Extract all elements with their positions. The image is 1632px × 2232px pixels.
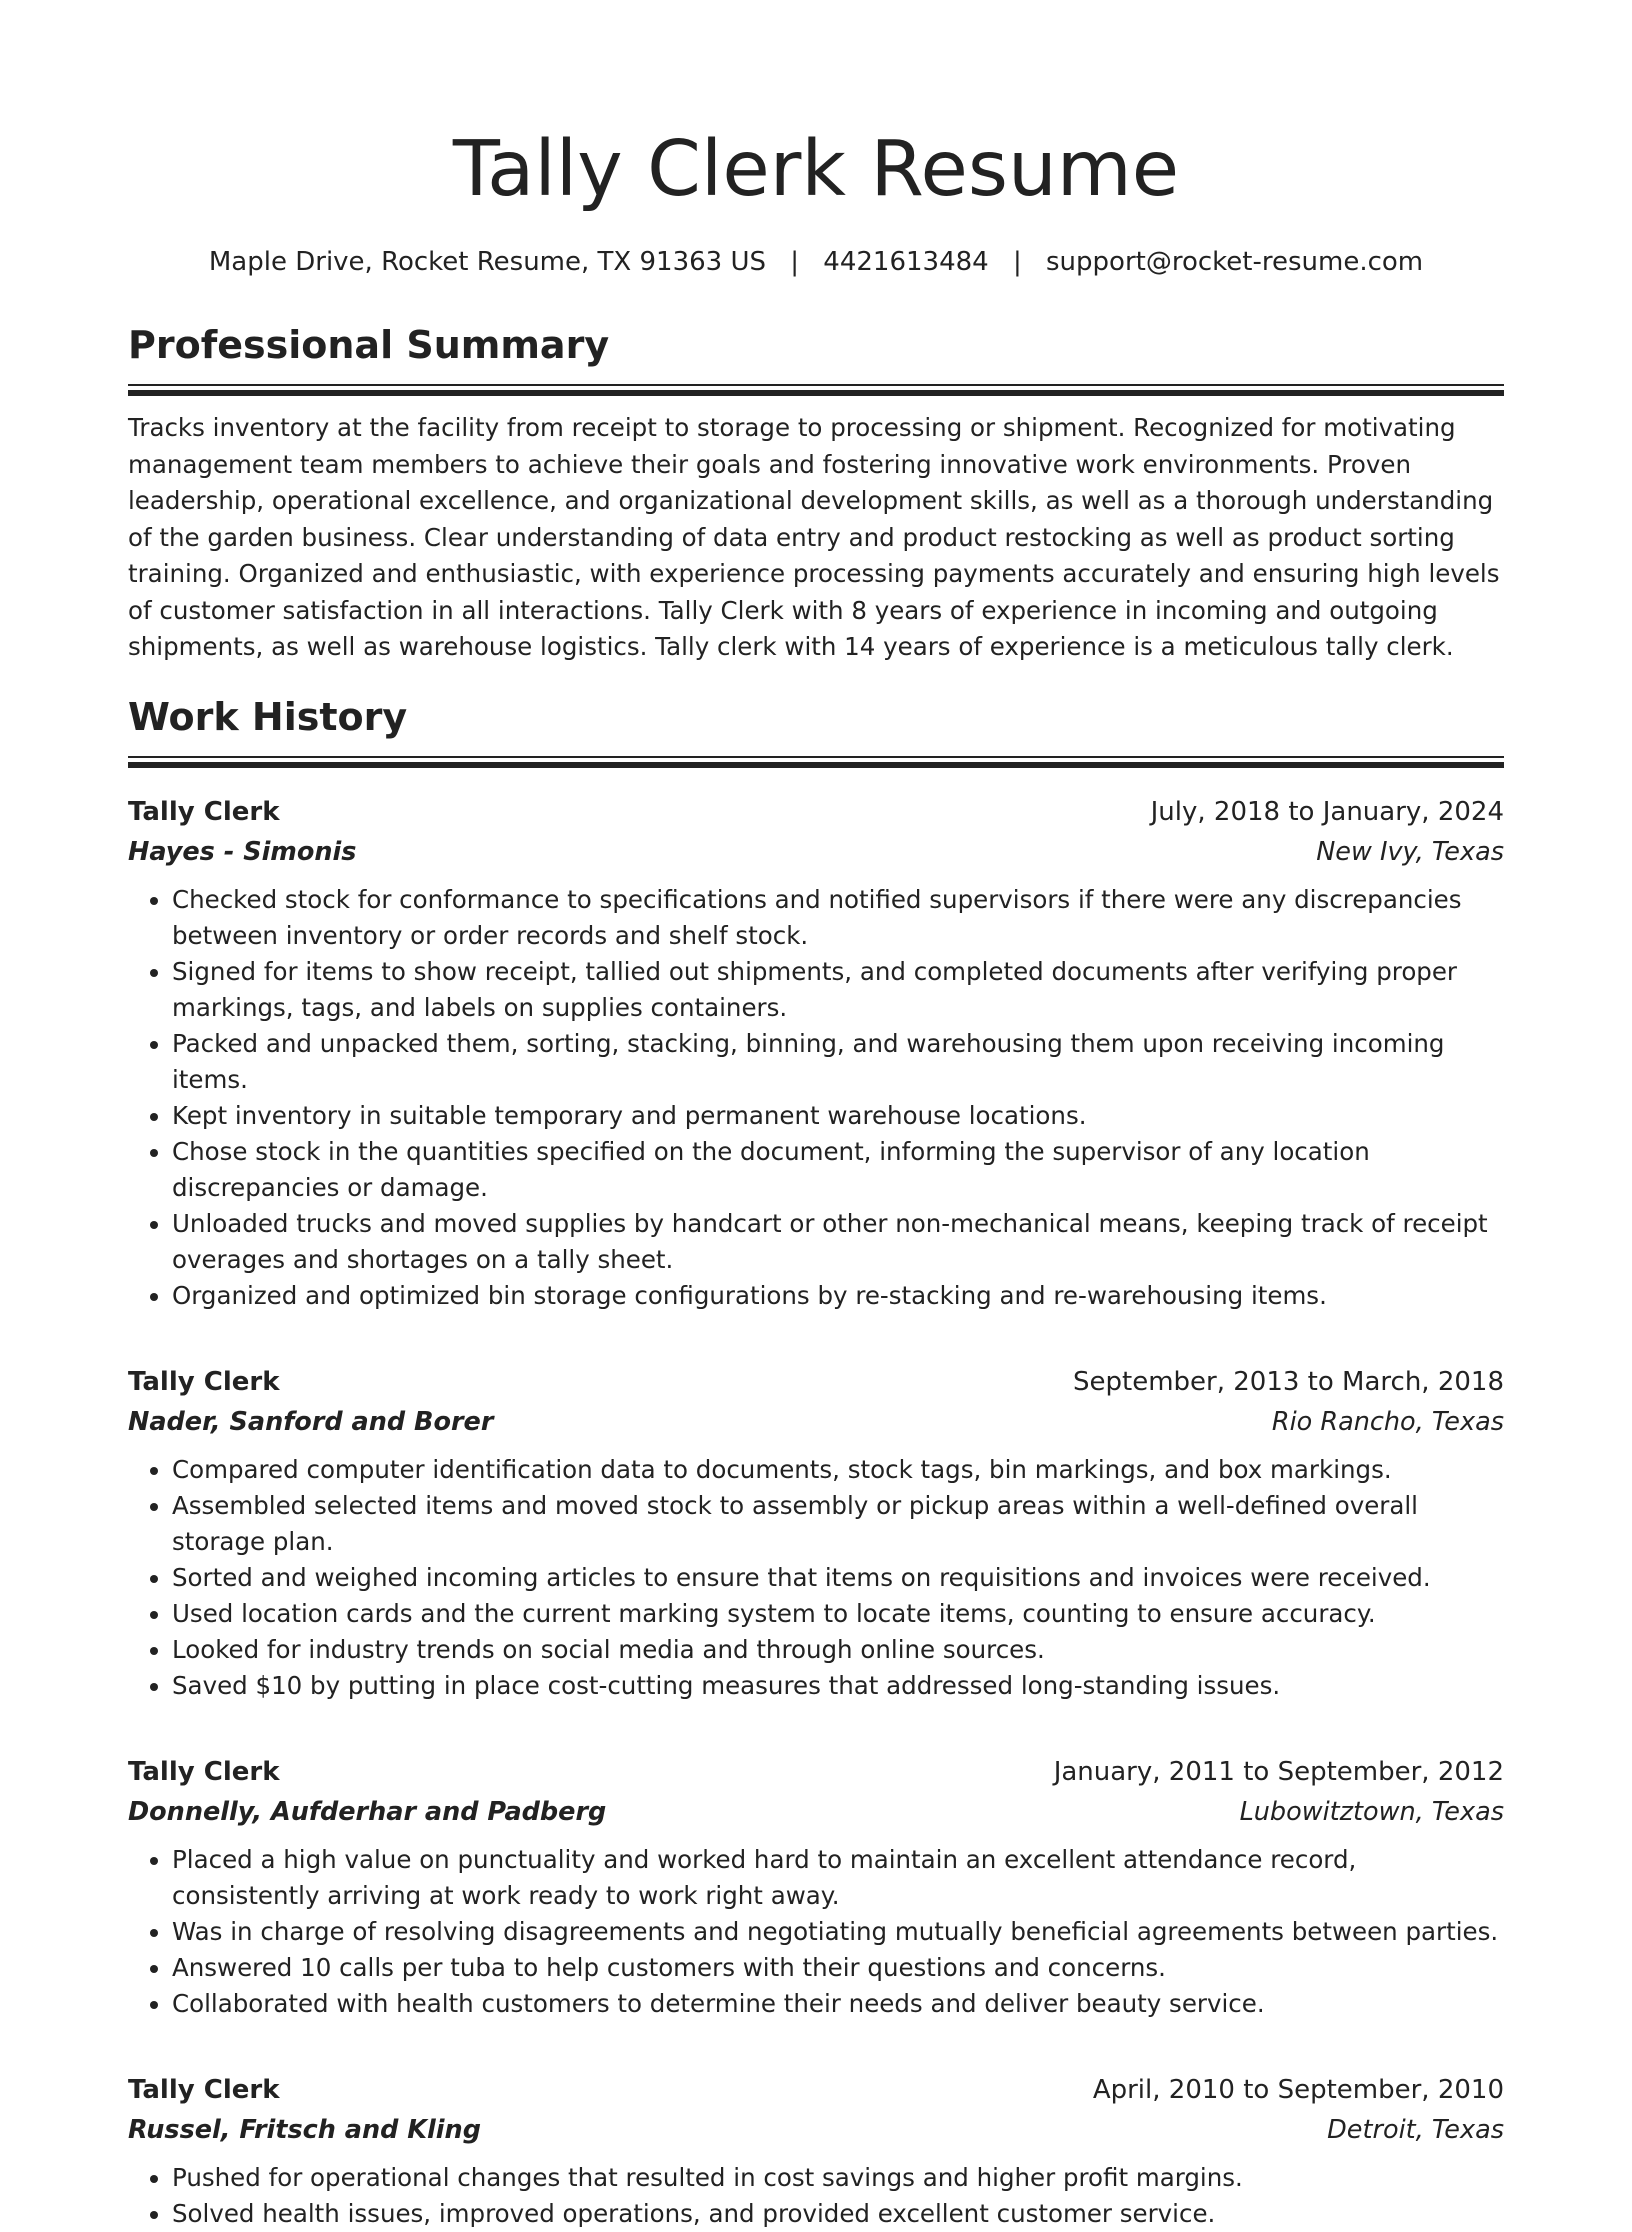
job-bullet: • Unloaded trucks and moved supplies by handcart or other non-mechanical means, keeping track of receipt overages and shortages on a tally sheet. <box>172 1206 1504 1278</box>
job-entry <box>128 2070 1504 2232</box>
job-bullet-list <box>128 1452 1504 1704</box>
job-bullet: • Compared computer identification data to documents, stock tags, bin markings, and box markings. <box>172 1452 1504 1488</box>
job-location: Detroit, Texas <box>1327 2114 1504 2145</box>
job-bullet: • Pushed for operational changes that resulted in cost savings and higher profit margins. <box>172 2160 1504 2196</box>
section-divider <box>128 756 1504 768</box>
job-bullet-list <box>128 1842 1504 2022</box>
job-bullet: • Signed for items to show receipt, tallied out shipments, and completed documents after verifying proper markings, tags, and labels on supplies containers. <box>172 954 1504 1026</box>
job-bullet: • Assembled selected items and moved stock to assembly or pickup areas within a well-defined overall storage plan. <box>172 1488 1504 1560</box>
job-bullet: • Was in charge of resolving disagreements and negotiating mutually beneficial agreements between parties. <box>172 1914 1504 1950</box>
job-title-row <box>128 2070 1504 2110</box>
job-employer-row <box>128 1402 1504 1442</box>
job-title: Tally Clerk <box>128 1756 280 1787</box>
job-bullet: • Answered 10 calls per tuba to help customers with their questions and concerns. <box>172 1950 1504 1986</box>
job-title-row <box>128 792 1504 832</box>
job-employer: Russel, Fritsch and Kling <box>128 2114 481 2145</box>
job-bullet: • Sorted and weighed incoming articles to ensure that items on requisitions and invoices were received. <box>172 1560 1504 1596</box>
job-list <box>128 792 1504 2232</box>
job-location: Lubowitztown, Texas <box>1239 1796 1504 1827</box>
contact-phone: 4421613484 <box>823 247 989 277</box>
job-bullet: • Packed and unpacked them, sorting, stacking, binning, and warehousing them upon receiving incoming items. <box>172 1026 1504 1098</box>
section-heading-work-history: Work History <box>128 694 408 739</box>
job-bullet: • Looked for industry trends on social media and through online sources. <box>172 1632 1504 1668</box>
job-bullet: • Used location cards and the current marking system to locate items, counting to ensure accuracy. <box>172 1596 1504 1632</box>
job-title: Tally Clerk <box>128 796 280 827</box>
job-employer-row <box>128 832 1504 872</box>
job-bullet: • Solved health issues, improved operations, and provided excellent customer service. <box>172 2196 1504 2232</box>
job-bullet: • Placed a high value on punctuality and worked hard to maintain an excellent attendance record, consistently arriving at work ready to work right away. <box>172 1842 1504 1914</box>
job-bullet: • Chose stock in the quantities specified on the document, informing the supervisor of any location discrepancies or damage. <box>172 1134 1504 1206</box>
job-title: Tally Clerk <box>128 2074 280 2105</box>
contact-line <box>128 244 1504 280</box>
job-employer-row <box>128 2110 1504 2150</box>
job-dates: April, 2010 to September, 2010 <box>1092 2074 1504 2105</box>
contact-separator: | <box>790 247 800 277</box>
job-entry <box>128 792 1504 1314</box>
summary-section <box>128 320 1504 666</box>
job-employer-row <box>128 1792 1504 1832</box>
job-dates: July, 2018 to January, 2024 <box>1150 796 1504 827</box>
job-dates: September, 2013 to March, 2018 <box>1073 1366 1504 1397</box>
job-bullet-list <box>128 882 1504 1314</box>
job-bullet: • Checked stock for conformance to specifications and notified supervisors if there were any discrepancies between inventory or order records and shelf stock. <box>172 882 1504 954</box>
job-entry <box>128 1362 1504 1704</box>
job-dates: January, 2011 to September, 2012 <box>1053 1756 1504 1787</box>
job-bullet: • Saved $10 by putting in place cost-cutting measures that addressed long-standing issues. <box>172 1668 1504 1704</box>
job-entry <box>128 1752 1504 2022</box>
work-history-section <box>128 692 1504 2232</box>
job-employer: Hayes - Simonis <box>128 836 357 867</box>
job-bullet: • Collaborated with health customers to determine their needs and deliver beauty service. <box>172 1986 1504 2022</box>
job-employer: Donnelly, Aufderhar and Padberg <box>128 1796 607 1827</box>
job-bullet: • Organized and optimized bin storage configurations by re-stacking and re-warehousing items. <box>172 1278 1504 1314</box>
section-divider <box>128 384 1504 396</box>
section-heading-summary: Professional Summary <box>128 323 610 367</box>
job-title-row <box>128 1362 1504 1402</box>
job-location: New Ivy, Texas <box>1316 836 1504 867</box>
page-title: Tally Clerk Resume <box>452 125 1180 214</box>
job-title: Tally Clerk <box>128 1366 280 1397</box>
job-bullet-list <box>128 2160 1504 2232</box>
job-bullet: • Kept inventory in suitable temporary and permanent warehouse locations. <box>172 1098 1504 1134</box>
job-title-row <box>128 1752 1504 1792</box>
contact-separator: | <box>1012 247 1022 277</box>
contact-address: Maple Drive, Rocket Resume, TX 91363 US <box>208 247 766 277</box>
job-employer: Nader, Sanford and Borer <box>128 1406 494 1437</box>
summary-text: Tracks inventory at the facility from receipt to storage to processing or shipment. Recognized for motivating management team members to achieve their goals and fostering innovative work environments. Proven leadership, operational excellence, and organizational development skills, as well as a thorough understanding of the garden business. Clear understanding of data entry and product restocking as well as product sorting training. Organized and enthusiastic, with experience processing payments accurately and ensuring high levels of customer satisfaction in all interactions. Tally Clerk with 8 years of experience in incoming and outgoing shipments, as well as warehouse logistics. Tally clerk with 14 years of experience is a meticulous tally clerk. <box>128 413 1500 661</box>
contact-email: support@rocket-resume.com <box>1046 247 1424 277</box>
job-location: Rio Rancho, Texas <box>1271 1406 1504 1437</box>
